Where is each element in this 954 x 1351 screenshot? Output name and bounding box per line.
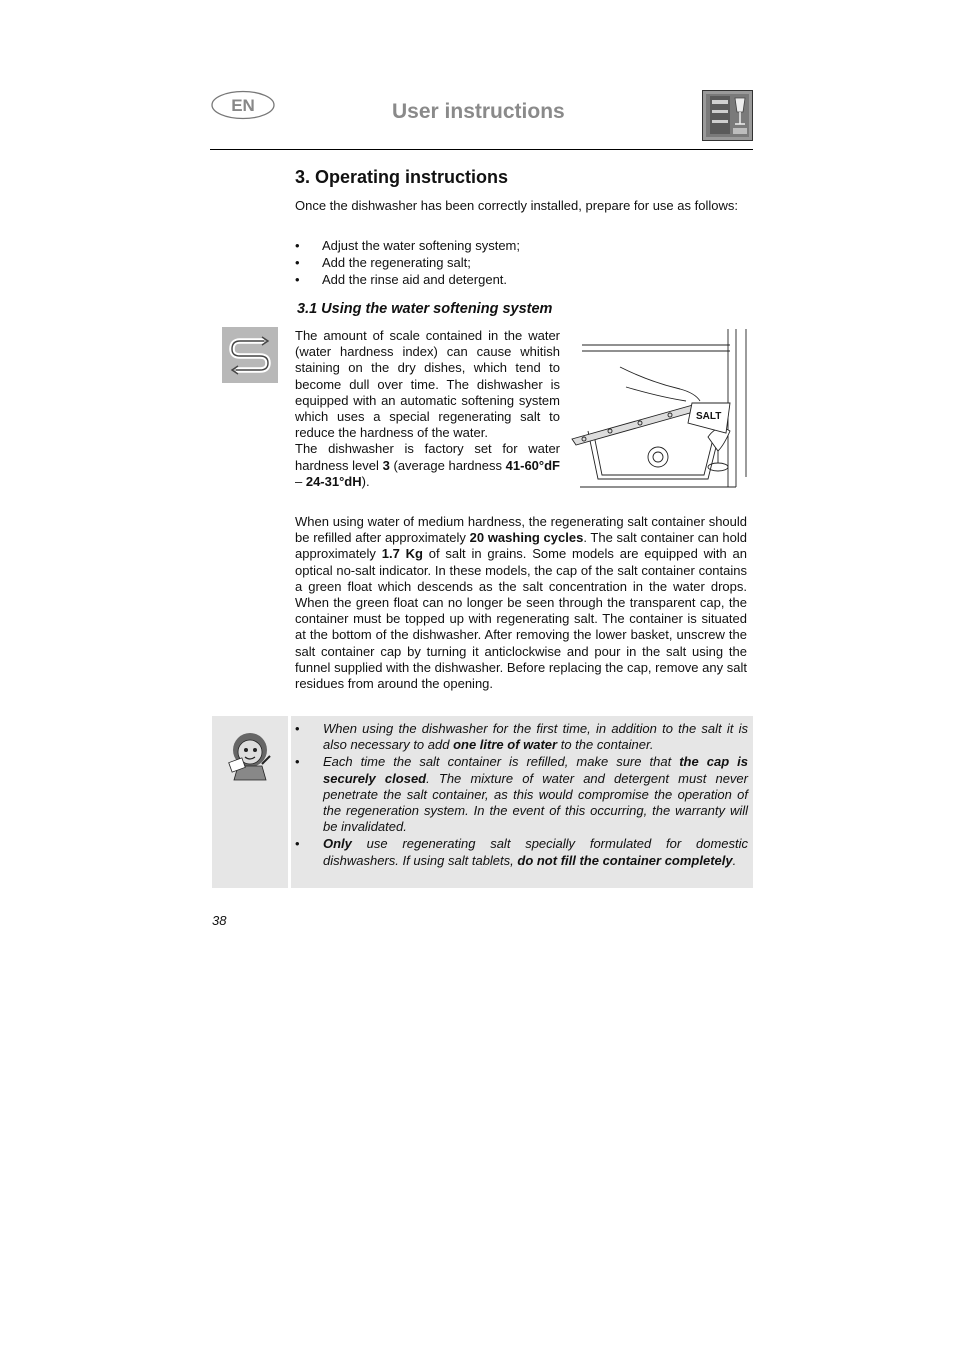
- page-number: 38: [212, 913, 227, 928]
- note-text: When using the dishwasher for the first time, in addition to the salt it is also necessary to add: [323, 721, 748, 753]
- note-emphasis: the cap is securely closed: [323, 754, 748, 786]
- list-item: [295, 836, 748, 868]
- list-item: [295, 721, 748, 753]
- hardness-df: 41-60°dF: [505, 457, 560, 473]
- list-item: • Add the regenerating salt;: [295, 254, 747, 271]
- warning-mascot-icon: [222, 726, 278, 782]
- note-text: . The mixture of water and detergent must never penetrate the salt container, as this would compromise the operation of the regeneration system. In the event of this occurring, the warranty will be invalidated.: [323, 770, 748, 835]
- factory-setting-paragraph: [295, 441, 560, 490]
- hardness-dh: 24-31°dH: [305, 473, 362, 489]
- dishwasher-icon: [702, 90, 753, 141]
- note-emphasis: one litre of water: [453, 737, 558, 753]
- note-text: use regenerating salt specially formulated for domestic dishwashers. If using salt tablets,: [323, 836, 748, 868]
- salt-refill-paragraph: [295, 514, 747, 692]
- note-text: .: [732, 852, 737, 868]
- factory-setting-text: The dishwasher is factory set for water hardness level: [295, 441, 560, 473]
- washing-cycles: 20 washing cycles: [469, 530, 584, 546]
- salt-label: SALT: [696, 411, 722, 422]
- list-item: [295, 754, 748, 835]
- factory-setting-text: (average hardness: [389, 457, 506, 473]
- header-divider: [210, 149, 753, 150]
- note-emphasis: Only: [323, 836, 352, 852]
- hardness-level: 3: [382, 457, 390, 473]
- list-item: • Add the rinse aid and detergent.: [295, 271, 747, 288]
- intro-paragraph: Once the dishwasher has been correctly installed, prepare for use as follows:: [295, 198, 738, 213]
- list-item: • Adjust the water softening system;: [295, 237, 747, 254]
- preparation-steps-list: [295, 237, 747, 288]
- page-header-title: User instructions: [392, 100, 565, 123]
- paragraph-text: When using water of medium hardness, the regenerating salt container should be refilled after approximately: [295, 514, 747, 546]
- note-emphasis: do not fill the container completely: [517, 852, 733, 868]
- water-softener-icon: [222, 327, 278, 383]
- salt-refill-illustration: [570, 327, 750, 490]
- language-badge-text: EN: [231, 96, 255, 115]
- dash: –: [295, 473, 306, 489]
- paragraph-text: of salt in grains. Some models are equipped with an optical no-salt indicator. In these models, the cap of the salt container contains a green float which descends as the salt concentration in the water drops. When the green float can no longer be seen through the transparent cap, the container must be topped up with regenerating salt. The container is situated at the bottom of the dishwasher. After removing the lower basket, unscrew the salt container cap by turning it anticlockwise and pour in the salt using the funnel supplied with the dishwasher. Before replacing the cap, remove any salt residues from around the opening.: [295, 546, 748, 692]
- note-list: [295, 721, 748, 870]
- salt-capacity: 1.7 Kg: [381, 546, 423, 562]
- note-text: Each time the salt container is refilled, make sure that: [323, 754, 680, 770]
- section-heading: 3. Operating instructions: [295, 167, 509, 187]
- softening-paragraph: The amount of scale contained in the water (water hardness index) can cause whitish staining on the dry dishes, which tend to become dull over time. The dishwasher is equipped with an automatic softening system which uses a special regenerating salt to reduce the hardness of the water.: [295, 328, 560, 441]
- paragraph-text: . The salt container can hold approximately: [295, 530, 747, 562]
- subsection-heading: 3.1 Using the water softening system: [297, 301, 553, 317]
- note-text: to the container.: [557, 737, 654, 753]
- factory-setting-text: ).: [361, 473, 370, 489]
- language-badge: [211, 90, 275, 120]
- softening-description: [295, 328, 560, 490]
